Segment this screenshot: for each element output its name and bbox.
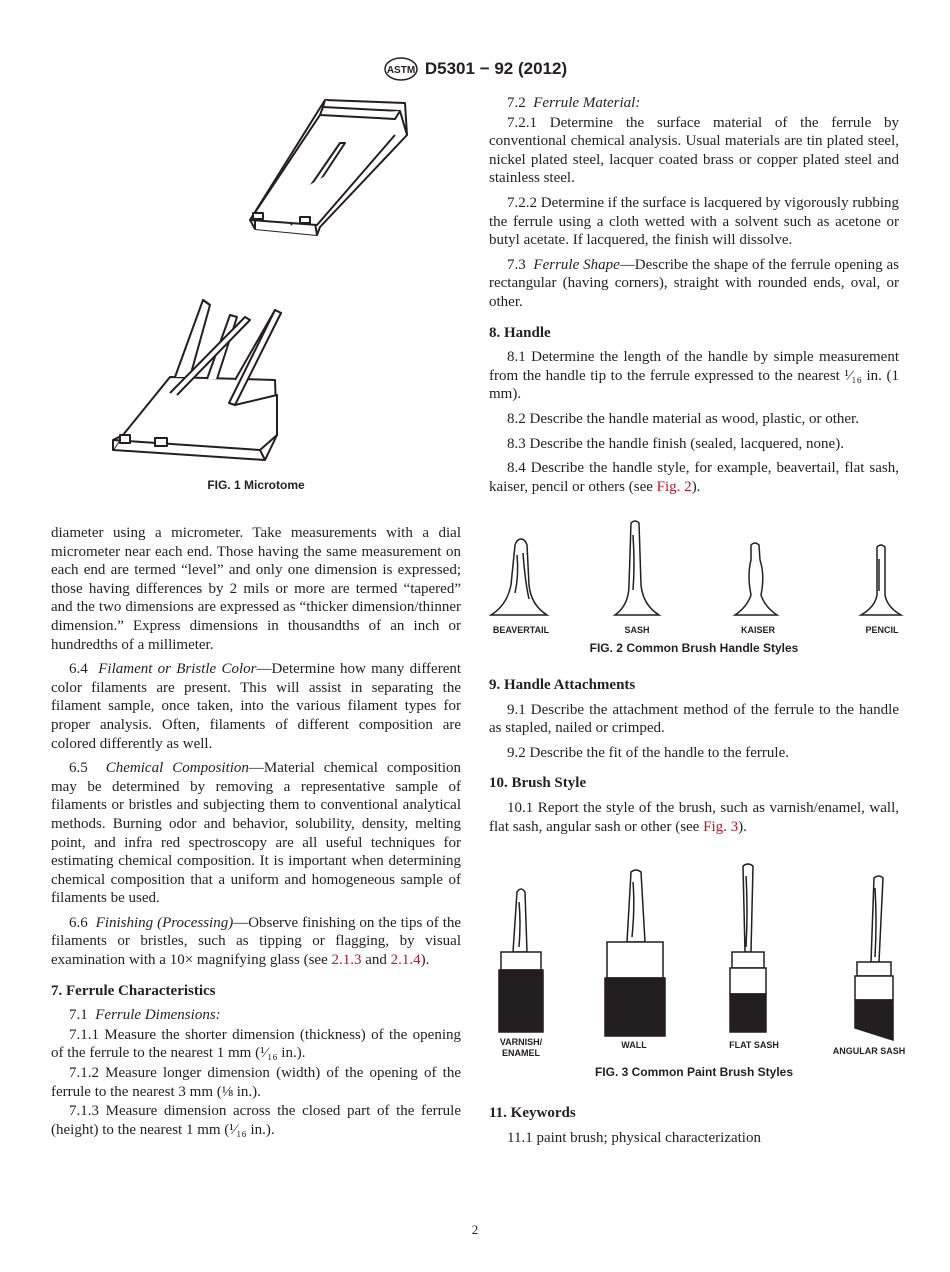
paragraph-6-4 — [51, 660, 461, 753]
microtome-illustration — [95, 95, 425, 475]
handle-styles-illustration — [489, 515, 909, 625]
astm-logo-icon — [383, 56, 419, 82]
paragraph-9-2: 9.2 Describe the fit of the handle to the ferrule. — [507, 744, 789, 761]
fig3-label-wall: WALL — [621, 1040, 647, 1050]
fig2-label-sash: SASH — [624, 625, 650, 635]
page-header — [0, 56, 950, 87]
right-column-keywords — [489, 1092, 899, 1153]
section-number: 6.4 — [69, 661, 88, 678]
paragraph-text: and — [361, 952, 391, 969]
paragraph-9-1: 9.1 Describe the attachment method of the ferrule to the handle as stapled, nailed or crimped. — [489, 701, 899, 737]
fig2-label-pencil: PENCIL — [865, 625, 899, 635]
paragraph-7-1-1: 7.1.1 Measure the shorter dimension (thickness) of the opening of the ferrule to the nearest 1 mm (¹⁄₁₆ in.). — [51, 1026, 461, 1062]
paint-brush-styles-illustration — [489, 862, 909, 1042]
paragraph-text: —Describe the shape of the ferrule opening as rectangular (having corners), straight with rounded ends, oval, or other. — [489, 256, 899, 310]
section-heading-9: 9. Handle Attachments — [489, 677, 636, 693]
paragraph-7-3 — [489, 256, 899, 312]
section-heading-8: 8. Handle — [489, 324, 551, 341]
paragraph-text: ). — [691, 478, 701, 495]
paragraph-title: Chemical Composition — [105, 760, 249, 777]
page-number: 2 — [471, 1222, 479, 1237]
figure-3-paint-brush-styles — [489, 862, 909, 1042]
paragraph-text: 8.4 Describe the handle style, for example, beavertail, flat sash, kaiser, pencil or others (see — [489, 460, 899, 495]
section-number: 6.5 — [69, 760, 88, 777]
paragraph-7-2-2: 7.2.2 Determine if the surface is lacquered by vigorously rubbing the ferrule using a cloth wetted with a solvent such as acetone or butyl acetate. If lacquered, the finish will dissolve. — [489, 194, 899, 249]
fig2-label-beavertail: BEAVERTAIL — [492, 625, 550, 635]
figure-3-caption: FIG. 3 Common Paint Brush Styles — [594, 1065, 794, 1079]
right-column-lower — [489, 668, 899, 842]
paragraph-8-2: 8.2 Describe the handle material as wood, plastic, or other. — [507, 410, 859, 427]
paragraph-6-5 — [51, 759, 461, 908]
paragraph-8-1: 8.1 Determine the length of the handle by simple measurement from the handle tip to the ferrule expressed to the nearest ¹⁄₁₆ in. (1 mm). — [489, 349, 899, 403]
section-heading-10: 10. Brush Style — [489, 775, 587, 792]
figure-2-caption: FIG. 2 Common Brush Handle Styles — [589, 641, 799, 655]
paragraph-text: ). — [420, 952, 430, 969]
paragraph-7-1-2: 7.1.2 Measure longer dimension (width) of the opening of the ferrule to the nearest 3 mm (⅛ in.). — [51, 1065, 461, 1100]
fig3-label-flat-sash: FLAT SASH — [729, 1040, 779, 1050]
reference-link-2-1-4[interactable]: 2.1.4 — [390, 952, 421, 969]
reference-link-fig-3[interactable]: Fig. 3 — [703, 818, 739, 835]
paragraph-6-3-continued: diameter using a micrometer. Take measurements with a dial micrometer near each end. Those having the same measurement on each end are termed “level” and only one dimension is expressed; those having differences by 2 mils or more are termed “tapered” and the two dimensions are expressed as “thicker dimension/thinner dimension.” Express dimensions in thousandths of an inch or hundredths of a millimeter. — [51, 525, 461, 653]
left-column — [51, 524, 461, 1145]
svg-text:ASTM: ASTM — [386, 65, 416, 76]
document-designation: D5301 − 92 (2012) — [424, 59, 568, 78]
section-number: 7.2 — [507, 95, 526, 111]
paragraph-title: Ferrule Dimensions: — [95, 1007, 221, 1024]
paragraph-title: Filament or Bristle Color — [98, 661, 257, 678]
fig2-label-kaiser: KAISER — [740, 625, 775, 635]
reference-link-2-1-3[interactable]: 2.1.3 — [331, 952, 362, 969]
paragraph-title: Ferrule Material: — [533, 95, 641, 111]
figure-1-caption: FIG. 1 Microtome — [207, 478, 305, 492]
reference-link-fig-2[interactable]: Fig. 2 — [656, 478, 692, 495]
paragraph-text: 10.1 Report the style of the brush, such as varnish/enamel, wall, flat sash, angular sash or other (see — [489, 799, 899, 835]
fig3-label-enamel: ENAMEL — [502, 1048, 540, 1058]
section-number: 7.1 — [69, 1007, 88, 1024]
paragraph-text: —Observe finishing on the tips of the filaments or bristles, such as tipping or flagging, by visual examination with a 10× magnifying glass (see — [51, 914, 462, 969]
fig3-label-varnish: VARNISH/ — [499, 1037, 543, 1047]
paragraph-7-2-1: 7.2.1 Determine the surface material of the ferrule by conventional chemical analysis. Usual materials are tin plated steel, nickel plated steel, lacquer coated brass or copper plated steel and stainless steel. — [489, 114, 899, 187]
section-heading-11: 11. Keywords — [489, 1105, 576, 1121]
paragraph-text: —Material chemical composition may be determined by removing a representative sample of filaments or bristles and subjecting them to conventional analytical methods. Burning odor and behavior, solubility, density, melting point, and infra red spectroscopy are all useful techniques for estimating chemical composition. It is important when determining chemical composition that a uniform and homogeneous sample of filaments be used. — [51, 760, 462, 907]
figure-1-microtome — [95, 95, 425, 475]
paragraph-7-2 — [489, 94, 899, 113]
paragraph-title: Ferrule Shape — [533, 256, 620, 273]
paragraph-11-1: 11.1 paint brush; physical characterization — [507, 1129, 761, 1146]
fig3-label-angular-sash: ANGULAR SASH — [832, 1046, 906, 1056]
paragraph-8-3: 8.3 Describe the handle finish (sealed, lacquered, none). — [507, 435, 844, 452]
figure-2-handle-styles — [489, 515, 909, 640]
paragraph-text: ). — [738, 818, 747, 835]
paragraph-10-1 — [489, 799, 899, 836]
paragraph-text: —Determine how many different color filaments are present. This will assist in separating the filament sample, once taken, into the various filament types for proper analysis. Often, filaments of different composition are colored differently as well. — [51, 661, 462, 752]
paragraph-7-1-3: 7.1.3 Measure dimension across the closed part of the ferrule (height) to the nearest 1 mm (¹⁄₁₆ in.). — [51, 1103, 461, 1138]
right-column-upper — [489, 94, 899, 502]
section-number: 7.3 — [507, 256, 526, 273]
section-heading-7: 7. Ferrule Characteristics — [51, 982, 216, 999]
paragraph-title: Finishing (Processing) — [95, 914, 234, 931]
section-number: 6.6 — [69, 914, 88, 931]
paragraph-6-6 — [51, 914, 461, 970]
paragraph-8-4 — [489, 459, 899, 496]
paragraph-7-1 — [51, 1006, 461, 1025]
